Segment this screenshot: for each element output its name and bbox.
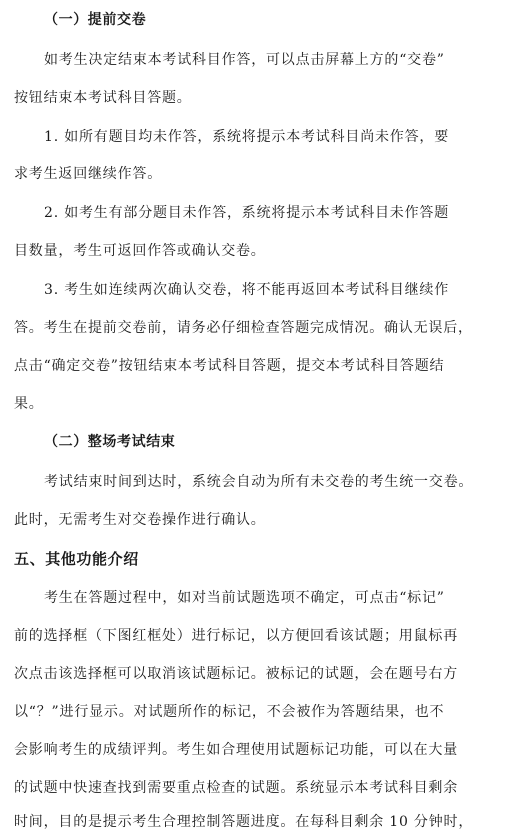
paragraph-line: 如考生决定结束本考试科目作答，可以点击屏幕上方的“交卷” xyxy=(44,52,445,68)
paragraph-line: 的试题中快速查找到需要重点检查的试题。系统显示本考试科目剩余 xyxy=(14,780,458,796)
paragraph-line: 考生在答题过程中，如对当前试题选项不确定，可点击“标记” xyxy=(44,590,445,606)
list-item-3-line: 答。考生在提前交卷前，请务必仔细检查答题完成情况。确认无误后， xyxy=(14,320,473,336)
list-item-1-line: 1. 如所有题目均未作答，系统将提示本考试科目尚未作答，要 xyxy=(44,129,450,145)
paragraph-line: 考试结束时间到达时，系统会自动为所有未交卷的考生统一交卷。 xyxy=(44,474,474,490)
paragraph-line: 前的选择框（下图红框处）进行标记，以方便回看该试题；用鼠标再 xyxy=(14,628,458,644)
list-item-2-line: 2. 如考生有部分题目未作答，系统将提示本考试科目未作答题 xyxy=(44,205,450,221)
paragraph-line: 次点击该选择框可以取消该试题标记。被标记的试题，会在题号右方 xyxy=(14,666,458,682)
list-item-2-line: 目数量，考生可返回作答或确认交卷。 xyxy=(14,243,266,259)
section-heading-early-submit: （一）提前交卷 xyxy=(44,12,147,28)
list-item-1-line: 求考生返回继续作答。 xyxy=(14,166,162,182)
paragraph-line: 以“？”进行显示。对试题所作的标记，不会被作为答题结果，也不 xyxy=(14,704,445,720)
paragraph-line: 此时，无需考生对交卷操作进行确认。 xyxy=(14,512,266,528)
list-item-3-line: 点击“确定交卷”按钮结束本考试科目答题，提交本考试科目答题结 xyxy=(14,358,445,374)
paragraph-line: 时间，目的是提示考生合理控制答题进度。在每科目剩余 10 分钟时， xyxy=(14,814,474,830)
chapter-heading-other-functions: 五、其他功能介绍 xyxy=(14,550,139,568)
section-heading-exam-end: （二）整场考试结束 xyxy=(44,434,176,450)
paragraph-line: 会影响考生的成绩评判。考生如合理使用试题标记功能，可以在大量 xyxy=(14,742,458,758)
paragraph-line: 按钮结束本考试科目答题。 xyxy=(14,90,192,106)
list-item-3-line: 3. 考生如连续两次确认交卷，将不能再返回本考试科目继续作 xyxy=(44,282,450,298)
list-item-3-line: 果。 xyxy=(14,396,44,412)
